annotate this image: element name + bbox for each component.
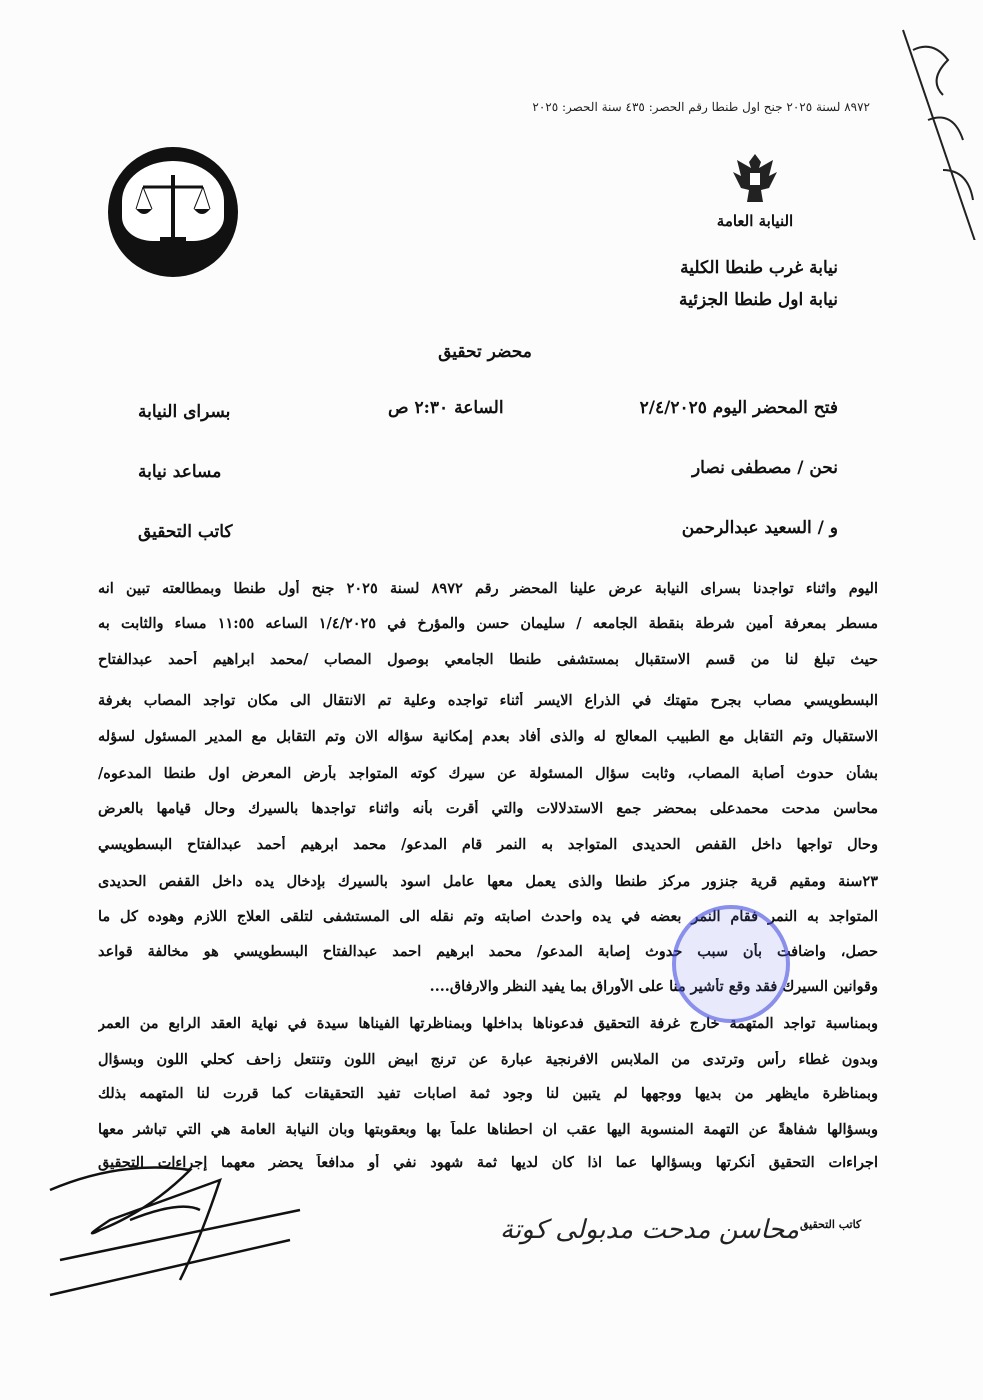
body-line: الاستقبال وتم التقابل مع الطبيب المعالج له والذى أفاد بعدم إمكانية سؤاله الان وتم التقابل مع المدير المسئول لسؤله	[98, 728, 878, 745]
body-line: وبسؤالها شفاهةً عن التهمة المنسوبة اليها عقب ان احطناها علماً بها وبعقوبتها وبان النيابة العامة هي التي تباشر معها	[98, 1121, 878, 1138]
emblem-caption: النيابة العامة	[716, 212, 794, 230]
investigator-name: نحن / مصطفى نصار	[691, 458, 838, 478]
body-line: محاسن مدحت محمدعلى بمحضر جمع الاستدلالات والتي أقرت بأنه واثناء تواجدها بالسيرك وحال قيامها بالعرض	[98, 800, 878, 817]
opening-time: الساعة ٢:٣٠ ص	[388, 398, 504, 418]
opening-date: فتح المحضر اليوم ٢/٤/٢٠٢٥	[639, 398, 838, 418]
prosecution-office-2: نيابة اول طنطا الجزئية	[679, 290, 838, 310]
body-line: اجراءات التحقيق أنكرتها وبسؤالها عما اذا كان لديها ثمة شهود نفي أو مدافعاً يحضر معهما إجراءات التحقيق	[98, 1154, 878, 1171]
body-line: حيث تبلغ لنا من قسم الاستقبال بمستشفى طنطا الجامعي بوصول المصاب /محمد ابراهيم أحمد عبدالفتاح	[98, 651, 878, 668]
document-title: محضر تحقيق	[438, 342, 532, 362]
clerk-name: و / السعيد عبدالرحمن	[681, 518, 838, 538]
body-line: وحال تواجها داخل القفص الحديدى المتواجد به النمر قام المدعو/ محمد ابرهيم أحمد عبدالفتاح البسطويسي	[98, 836, 878, 853]
investigator-signature	[40, 1150, 340, 1310]
body-line: اليوم واثناء تواجدنا بسراى النيابة عرض علينا المحضر رقم ٨٩٧٢ لسنة ٢٠٢٥ جنح أول طنطا وبمطالعته تبين انه	[98, 580, 878, 597]
handwritten-signature-name: محاسن مدحت مدبولى كوتة	[500, 1215, 799, 1245]
prosecution-office-1: نيابة غرب طنطا الكلية	[680, 258, 838, 278]
investigator-role: مساعد نيابة	[138, 462, 222, 482]
location: بسراى النيابة	[138, 402, 231, 422]
body-line: وبدون غطاء رأس وترتدى من الملابس الافرنجية عبارة عن ترنج ابيض اللون وتنتعل زاحف كحلي اللون وبسؤال	[98, 1051, 878, 1068]
body-line: وبمناظرة مايظهر من بديها ووجهها لم يتبين لنا وجود ثمة اصابات تفيد التحقيقات كما قررت لنا المتهمه بذلك	[98, 1085, 878, 1102]
eagle-emblem-icon	[725, 148, 785, 208]
corner-handwritten-note	[893, 20, 983, 240]
clerk-role: كاتب التحقيق	[138, 522, 233, 542]
body-line: ٢٣سنة ومقيم قرية جنزور مركز طنطا والذى يعمل معها عامل اسود بالسيرك بإدخال يده داخل القفص الحديدى	[98, 873, 878, 890]
body-line: المتواجد به النمر فقام النمر بعضه في يده واحدث اصابته وتم نقله الى المستشفى لتلقى العلاج اللازم وهوده كل ما	[98, 908, 878, 925]
official-stamp	[672, 905, 790, 1023]
body-line: مسطر بمعرفة أمين شرطة بنقطة الجامعه / سليمان حسن والمؤرخ في ١/٤/٢٠٢٥ الساعه ١١:٥٥ مساء والثابت به	[98, 615, 878, 632]
body-line: حصل، واضافت بأن سبب حدوث إصابة المدعو/ محمد ابرهيم احمد عبدالفتاح البسطويسي هو مخالفة قواعد	[98, 943, 878, 960]
body-line: البسطويسي مصاب بجرح متهتك في الذراع الايسر أثناء تواجده وعلية تم الانتقال الى مكان تواجد المصاب بغرفة	[98, 692, 878, 709]
body-line: وقوانين السيرك فقد وقع تأشير منا على الأوراق بما يفيد النظر والارفاق....	[429, 978, 878, 995]
case-reference: ٨٩٧٢ لسنة ٢٠٢٥ جنح اول طنطا رقم الحصر: ٤٣٥ سنة الحصر: ٢٠٢٥	[532, 100, 870, 114]
justice-scales-logo-icon	[108, 147, 238, 277]
body-line: وبمناسبة تواجد المتهمة خارج غرفة التحقيق فدعوناها بداخلها وبمناظرتها الفيناها سيدة في نهاية العقد الرابع من العمر	[98, 1015, 878, 1032]
clerk-signature-label: كاتب التحقيق	[800, 1218, 862, 1231]
body-line: بشأن حدوث أصابة المصاب، وثابت سؤال المسئولة عن سيرك كوته المتواجد بأرض المعرض اول طنطا المدعوه/	[98, 765, 878, 782]
